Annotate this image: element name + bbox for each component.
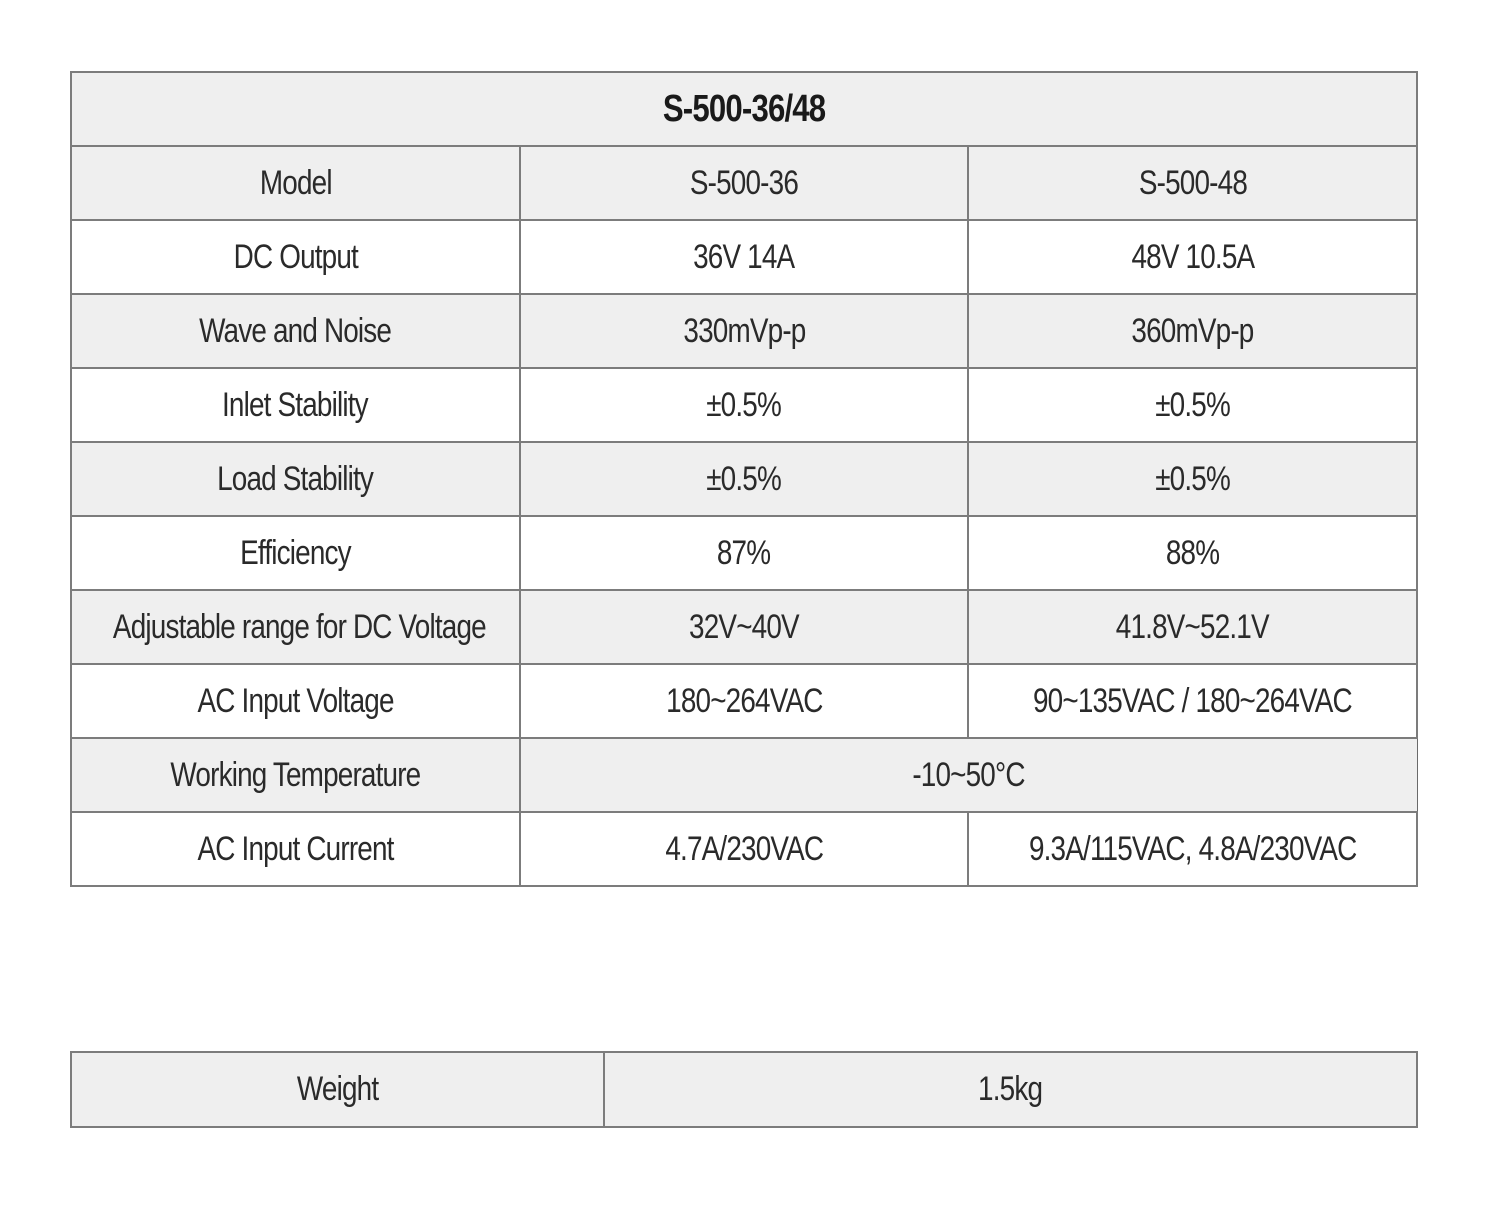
header-s-500-48: S-500-48	[968, 146, 1417, 220]
cell-s-500-48: 90~135VAC / 180~264VAC	[968, 664, 1417, 738]
weight-table	[70, 1051, 1418, 1128]
table-row	[71, 590, 1417, 664]
cell-s-500-36: 180~264VAC	[520, 664, 969, 738]
weight-value: 1.5kg	[604, 1052, 1417, 1127]
table-row	[71, 220, 1417, 294]
cell-s-500-48: 88%	[968, 516, 1417, 590]
title-row	[71, 72, 1417, 146]
header-s-500-36: S-500-36	[520, 146, 969, 220]
row-label: AC Input Current	[71, 812, 520, 886]
cell-s-500-36: 4.7A/230VAC	[520, 812, 969, 886]
cell-s-500-48: ±0.5%	[968, 442, 1417, 516]
cell-s-500-36: 32V~40V	[520, 590, 969, 664]
cell-s-500-36: 36V 14A	[520, 220, 969, 294]
cell-s-500-36: ±0.5%	[520, 442, 969, 516]
row-label: Load Stability	[71, 442, 520, 516]
table-row	[71, 738, 1417, 812]
weight-row	[71, 1052, 1417, 1127]
cell-s-500-48: ±0.5%	[968, 368, 1417, 442]
row-label: Working Temperature	[71, 738, 520, 812]
row-label: Wave and Noise	[71, 294, 520, 368]
table-row	[71, 664, 1417, 738]
cell-merged: -10~50°C	[520, 738, 1417, 812]
cell-s-500-48: 360mVp-p	[968, 294, 1417, 368]
row-label: Efficiency	[71, 516, 520, 590]
cell-s-500-36: 87%	[520, 516, 969, 590]
cell-s-500-48: 41.8V~52.1V	[968, 590, 1417, 664]
cell-s-500-48: 48V 10.5A	[968, 220, 1417, 294]
cell-s-500-36: 330mVp-p	[520, 294, 969, 368]
weight-label: Weight	[71, 1052, 604, 1127]
row-label: Adjustable range for DC Voltage	[71, 590, 520, 664]
row-label: Inlet Stability	[71, 368, 520, 442]
table-row	[71, 368, 1417, 442]
spec-table	[70, 71, 1418, 887]
header-model: Model	[71, 146, 520, 220]
cell-s-500-48: 9.3A/115VAC, 4.8A/230VAC	[968, 812, 1417, 886]
table-row	[71, 516, 1417, 590]
header-row	[71, 146, 1417, 220]
table-row	[71, 812, 1417, 886]
row-label: DC Output	[71, 220, 520, 294]
row-label: AC Input Voltage	[71, 664, 520, 738]
cell-s-500-36: ±0.5%	[520, 368, 969, 442]
table-row	[71, 294, 1417, 368]
table-title: S-500-36/48	[71, 72, 1417, 146]
table-row	[71, 442, 1417, 516]
